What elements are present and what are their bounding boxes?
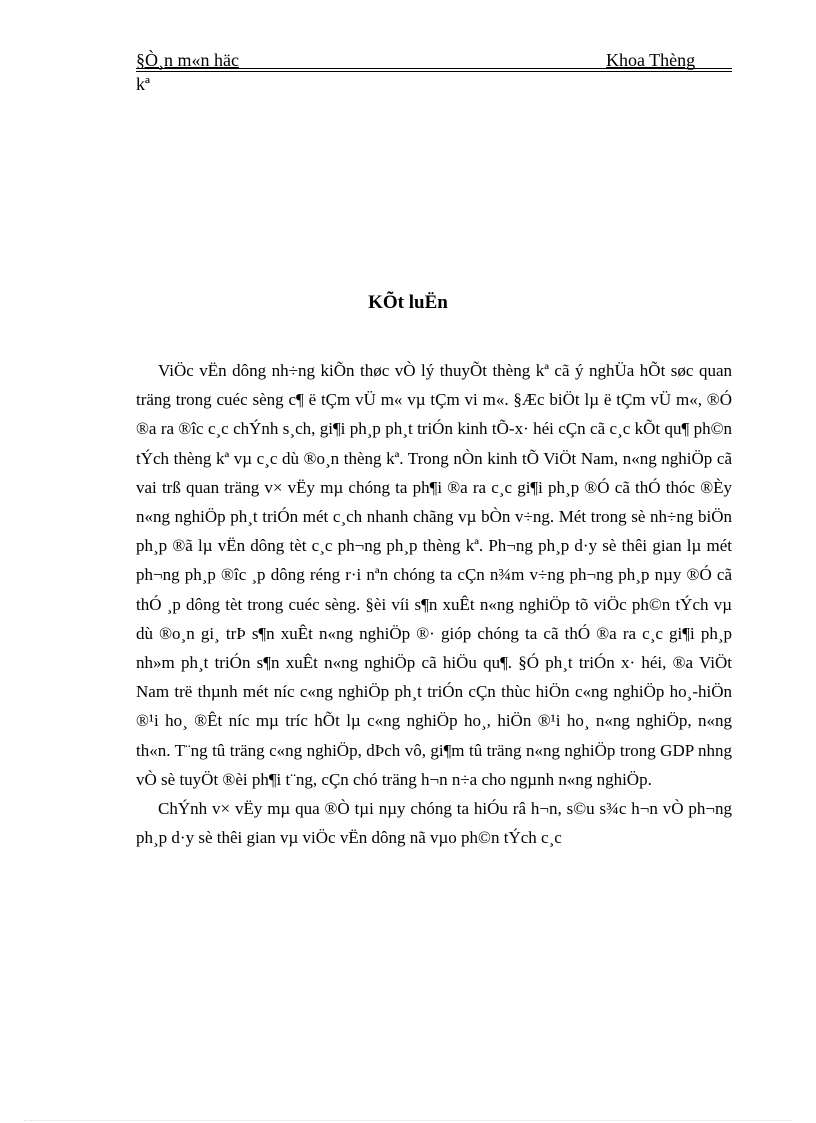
header-course-label: §Ò¸n m«n häc — [136, 50, 239, 70]
header-rule-bottom — [136, 71, 732, 72]
header-faculty-wrap: kª — [136, 74, 150, 94]
section-title: KÕt luËn — [368, 292, 448, 313]
paragraph: ViÖc vËn dông nh÷ng kiÕn thøc vÒ lý thuyÕt thèng kª cã ý nghÜa hÕt søc quan träng trong cuéc sèng c¶ ë tÇm vÜ m« vµ tÇm vi m«. §Æc biÖt lµ ë tÇm vÜ m«, ®Ó ®a ra ®îc c¸c chÝnh s¸ch, gi¶i ph¸p ph¸t triÓn kinh tÕ-x· héi cÇn cã c¸c kÕt qu¶ ph©n tÝch thèng kª vµ c¸c dù ®o¸n thèng kª. Trong nÒn kinh tÕ ViÖt Nam, n«ng nghiÖp cã vai trß quan träng v× vËy mµ chóng ta ph¶i ®a ra c¸c gi¶i ph¸p ®Ó cã thÓ thóc ®Èy n«ng nghiÖp ph¸t triÓn mét c¸ch nhanh chãng vµ bÒn v÷ng. Mét trong sè nh÷ng biÖn ph¸p ®ã lµ vËn dông tèt c¸c ph¬ng ph¸p thèng kª. Ph¬ng ph¸p d·y sè thêi gian lµ mét ph¬ng ph¸p ®îc ¸p dông réng r·i nªn chóng ta cÇn n¾m v÷ng ph¬ng ph¸p nµy ®Ó cã thÓ ¸p dông tèt trong cuéc sèng. §èi víi s¶n xuÊt n«ng nghiÖp tõ viÖc ph©n tÝch vµ dù ®o¸n gi¸ trÞ s¶n xuÊt n«ng nghiÖp ®· gióp chóng ta cã thÓ ®a ra c¸c gi¶i ph¸p nh»m ph¸t triÓn s¶n xuÊt n«ng nghiÖp cã hiÖu qu¶. §Ó ph¸t triÓn x· héi, ®a ViÖt Nam trë thµnh mét níc c«ng nghiÖp ph¸t triÓn cÇn thùc hiÖn c«ng nghiÖp ho¸-hiÖn ®¹i ho¸ ®Êt níc mµ tríc hÕt lµ c«ng nghiÖp ho¸, hiÖn ®¹i ho¸ n«ng nghiÖp, n«ng th«n. T¨ng tû träng c«ng nghiÖp, dÞch vô, gi¶m tû träng n«ng nghiÖp trong GDP nhng vÒ sè tuyÖt ®èi ph¶i t¨ng, cÇn chó träng h¬n n÷a cho ngµnh n«ng nghiÖp. — [136, 361, 732, 789]
page-bottom-rule — [24, 1120, 792, 1121]
header-faculty-label: Khoa Thèng — [606, 50, 696, 70]
paragraph: ChÝnh v× vËy mµ qua ®Ò tµi nµy chóng ta hiÓu râ h¬n, s©u s¾c h¬n vÒ ph¬ng ph¸p d·y sè thêi gian vµ viÖc vËn dông nã vµo ph©n tÝch c¸c — [136, 799, 732, 848]
header-rule-top — [136, 68, 732, 69]
body-text — [136, 356, 732, 852]
